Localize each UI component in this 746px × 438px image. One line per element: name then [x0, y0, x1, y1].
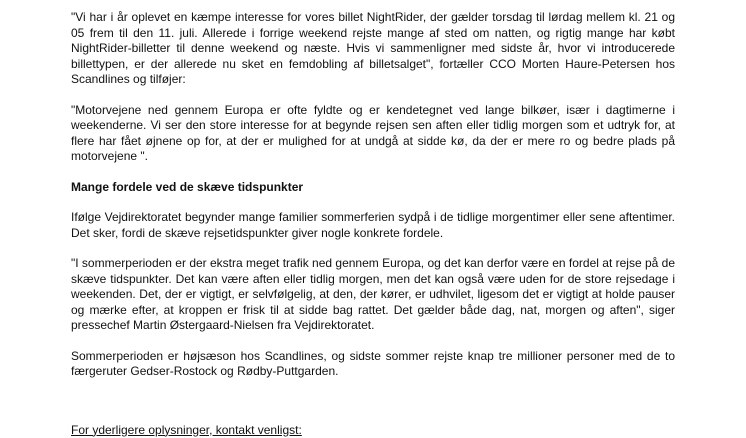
paragraph-vejdirektoratet: Ifølge Vejdirektoratet begynder mange familier sommerferien sydpå i de tidlige morgentimer eller sene aftentimer. Det sker, fordi de skæve rejsetidspunkter giver nogle konkrete fordele.: [71, 210, 675, 241]
spacer: [71, 241, 675, 256]
section-heading: Mange fordele ved de skæve tidspunkter: [71, 180, 675, 196]
paragraph-quote-summer-traffic: "I sommerperioden er der ekstra meget trafik ned gennem Europa, og det kan derfor være en fordel at rejse på de skæve tidspunkter. Det kan være aften eller tidlig morgen, men det kan også være uden for de store rejsedage i weekenden. Det, der er vigtigt, er selvfølgelig, at den, der kører, er udhvilet, ligesom det er vigtigt at holde pauser og mærke efter, at kroppen er frisk til at sidde bag rattet. Det gælder både dag, nat, morgen og aften", siger pressechef Martin Østergaard-Nielsen fra Vejdirektoratet.: [71, 256, 675, 334]
paragraph-quote-nightrider: "Vi har i år oplevet en kæmpe interesse for vores billet NightRider, der gælder torsdag til lørdag mellem kl. 21 og 05 frem til den 11. juli. Allerede i forrige weekend rejste mange af sted om natten, og rigtig mange har købt NightRider-billetter til denne weekend og næste. Hvis vi sammenligner med sidste år, hvor vi introducerede billettypen, er der allerede nu sket en femdobling af billetsalget", fortæller CCO Morten Haure-Petersen hos Scandlines og tilføjer:: [71, 10, 675, 88]
spacer: [71, 165, 675, 180]
spacer: [71, 195, 675, 210]
contact-line: For yderligere oplysninger, kontakt venligst:: [71, 423, 675, 438]
document-page: [71, 10, 675, 438]
spacer: [71, 334, 675, 349]
spacer: [71, 88, 675, 103]
spacer: [71, 380, 675, 423]
paragraph-high-season: Sommerperioden er højsæson hos Scandlines, og sidste sommer rejste knap tre millioner personer med de to færgeruter Gedser-Rostock og Rødby-Puttgarden.: [71, 349, 675, 380]
paragraph-quote-motorways: "Motorvejene ned gennem Europa er ofte fyldte og er kendetegnet ved lange bilkøer, især i dagtimerne i weekenderne. Vi ser den store interesse for at begynde rejsen sen aften eller tidlig morgen som et udtryk for, at flere har fået øjnene op for, at der er mulighed for at undgå at sidde kø, da der er mere ro og bedre plads på motorvejene ".: [71, 103, 675, 165]
